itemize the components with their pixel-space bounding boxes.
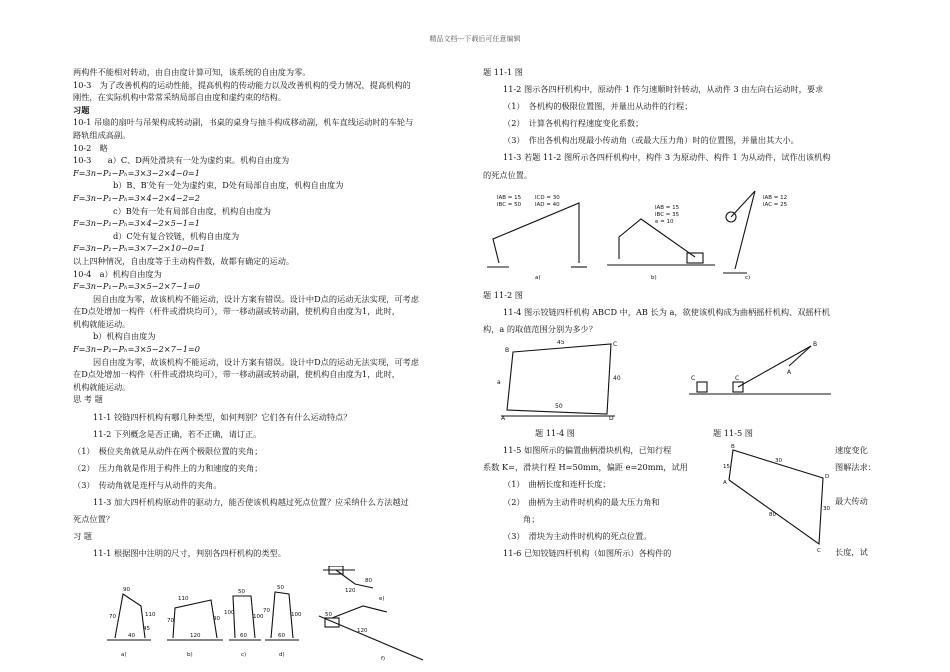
text-line: 机构就能运动。 (73, 318, 131, 329)
text-line: 以上四种情况，自由度等于主动构件数，故都有确定的运动。 (73, 255, 295, 266)
text-line: 机构就能运动。 (73, 381, 131, 392)
question-line: （2） 压力角就是作用于构件上的力和速度的夹角； (73, 462, 263, 473)
text-line: 长度，试 (835, 547, 868, 558)
fig-label: 50 (277, 584, 284, 591)
fig-label: C (817, 548, 821, 555)
fig-caption: c) (241, 651, 247, 658)
fig-label: 50 (555, 402, 563, 410)
text-line: 角； (523, 513, 540, 524)
fig-label: 50 (238, 588, 245, 595)
fig-label: C (613, 340, 618, 348)
text-line: 11-2 图示各四杆机构中，原动件 1 作匀速顺时针转动，从动件 3 由左向右运动时，要求 (503, 84, 824, 95)
text-line: 因自由度为零，故该机构不能运动，设计方案有错误。设计中D点的运动无法实现，可考虑 (93, 293, 419, 304)
fig-label: C (691, 374, 696, 382)
question-line: 11-3 加大四杆机构原动件的驱动力，能否使该机构越过死点位置？应采纳什么方法越过 (93, 497, 409, 507)
fig-label: C (735, 374, 740, 382)
figure-11-2 (483, 185, 873, 281)
text-line: （2） 曲柄为主动件时机构的最大压力角和 (503, 496, 660, 507)
fig-label: 70 (109, 613, 116, 620)
text-line: （2） 计算各机构行程速度变化系数； (503, 118, 644, 129)
fig-label: 60 (240, 632, 247, 639)
fig-label: lAB = 15 (497, 195, 522, 202)
text-line: 10-4 a）机构自由度为 (73, 268, 162, 279)
fig-label: 90 (123, 586, 130, 593)
section-heading: 习题 (73, 104, 90, 115)
text-line: （3） 作出各机构出现最小传动角（或最大压力角）时的位置图，并量出其大小。 (503, 135, 799, 146)
section-heading: 习 题 (73, 531, 92, 542)
text-line: 10-2 略 (73, 142, 108, 153)
figure-caption: 题 11-4 图 (535, 428, 575, 439)
fig-caption: c) (745, 275, 751, 282)
formula: F=3n−P₁−Pₕ=3×7−2×10−0=1 (73, 243, 206, 254)
question-line: 11-1 根据图中注明的尺寸，判别各四杆机构的类型。 (93, 548, 286, 559)
text-line: 构，a 的取值范围分别为多少？ (483, 323, 597, 334)
text-line: （3） 滑块为主动件时机构的死点位置。 (503, 530, 652, 541)
fig-label: lCD = 30 (535, 195, 560, 202)
text-line: 速度变化 (835, 445, 868, 456)
text-line: 路轨组成高副。 (73, 129, 131, 140)
fig-label: B (731, 444, 735, 451)
fig-label: 45 (557, 339, 565, 346)
formula: F=3n−P₁−Pₕ=3×3−2×4−0=1 (73, 167, 201, 178)
figure-caption: 题 11-5 图 (713, 428, 753, 439)
fig-label: 40 (128, 632, 135, 639)
fig-label: 80 (769, 512, 776, 519)
fig-caption: b) (187, 651, 193, 658)
figure-caption: 题 11-2 图 (483, 289, 523, 300)
fig-label: a (497, 378, 501, 386)
text-line: 10-1 吊扇的扇叶与吊架构成转动副，书桌的桌身与抽斗构成移动副，机车直线运动时的车轮与 (73, 117, 414, 128)
text-line: b）机构自由度为 (93, 331, 156, 342)
fig-label: 15 (723, 464, 730, 471)
figure-captions (483, 427, 878, 440)
fig-label: e = 10 (655, 219, 674, 226)
fig-label: 120 (345, 587, 356, 594)
text-line: 最大传动 (835, 496, 868, 507)
question-line: 11-2 下列概念是否正确，若不正确，请订正。 (93, 428, 262, 439)
fig-label: lAB = 12 (763, 195, 788, 202)
right-column (483, 66, 878, 572)
page-header: 精品文档---下载后可任意编辑 (429, 35, 521, 43)
text-line: 系数 K=，滑块行程 H=50mm，偏距 e=20mm，试用 (483, 462, 688, 473)
fig-caption: d) (279, 651, 285, 658)
fig-caption: f) (381, 655, 386, 662)
problem-11-5-block (483, 444, 878, 572)
fig-caption: a) (121, 651, 127, 658)
text-line: 在D点处增加一构件（杆件或滑块均可），带一移动副或转动副，使机构自由度为1，此时， (73, 306, 400, 317)
text-line: 10-3 为了改善机构的运动性能，提高机构的传动能力以及改善机构的受力情况，提高机构的 (73, 79, 411, 90)
left-column (73, 66, 468, 669)
fig-label: 100 (291, 611, 302, 618)
section-heading: 思 考 题 (73, 394, 103, 405)
question-line: （3） 传动角就是连杆与从动件的夹角。 (73, 479, 222, 490)
figure-11-4-and-11-5 (483, 340, 873, 420)
fig-caption: b) (651, 275, 657, 282)
text-line: 的死点位置。 (483, 169, 533, 180)
text-line: （1） 各机构的极限位置图，并量出从动件的行程； (503, 101, 693, 112)
question-line: 死点位置？ (73, 514, 114, 525)
fig-label: 30 (823, 506, 830, 513)
fig-label: lBC = 35 (655, 212, 680, 219)
fig-label: lBC = 50 (497, 202, 522, 209)
fig-label: A (723, 480, 727, 487)
fig-label: 110 (178, 595, 189, 602)
text-line: 11-5 如图所示的偏置曲柄滑块机构，已知行程 (503, 445, 672, 456)
question-line: （1） 极位夹角就是从动件在两个极限位置的夹角； (73, 445, 263, 456)
figure-11-1 (93, 566, 453, 662)
figure-11-6 (719, 444, 831, 554)
fig-label: B (505, 346, 510, 354)
fig-label: A (501, 414, 506, 420)
formula: F=3n−P₁−Pₕ=3×5−2×7−1=0 (73, 344, 201, 355)
fig-label: lAC = 25 (763, 202, 788, 209)
fig-caption: a) (535, 275, 541, 282)
fig-label: 45 (143, 625, 150, 632)
fig-label: 70 (167, 617, 174, 624)
text-line: 在D点处增加一构件（杆件或滑块均可），带一移动副或转动副，使机构自由度为1，此时， (73, 369, 400, 380)
fig-label: 40 (613, 374, 621, 382)
fig-label: 50 (325, 611, 332, 618)
text-line: 因自由度为零，故该机构不能运动，设计方案有错误。设计中D点的运动无法实现，可考虑 (93, 356, 419, 367)
figure-caption: 题 11-1 图 (483, 67, 523, 77)
fig-label: lAB = 15 (655, 205, 680, 212)
fig-caption: e) (379, 595, 385, 602)
text-line: （1） 曲柄长度和连杆长度； (503, 479, 611, 490)
text-line: 11-6 已知铰链四杆机构（如图所示）各构件的 (503, 547, 672, 558)
formula: F=3n−P₁−Pₕ=3×5−2×7−1=0 (73, 281, 201, 292)
fig-label: 100 (224, 609, 235, 616)
text-line: 刚性，在实际机构中常常采纳局部自由度和虚约束的结构。 (73, 92, 286, 103)
formula: F=3n−P₁−Pₕ=3×4−2×4−2=2 (73, 192, 201, 203)
text-line: d）C处有复合铰链，机构自由度为 (113, 230, 240, 241)
fig-label: A (787, 368, 792, 376)
fig-label: 120 (357, 627, 368, 634)
text-line: 10-3 a）C、D两处滑块有一处为虚约束。机构自由度为 (73, 155, 290, 166)
fig-label: D (825, 474, 830, 481)
fig-label: 80 (365, 577, 372, 584)
text-line: 图解法求： (835, 462, 876, 473)
formula: F=3n−P₁−Pₕ=3×4−2×5−1=1 (73, 218, 201, 229)
fig-label: 90 (213, 615, 220, 622)
fig-label: D (609, 414, 614, 420)
fig-label: 100 (253, 613, 264, 620)
text-line: 11-3 若题 11-2 图所示各四杆机构中，构件 3 为原动件、构件 1 为从动件，试作出该机构 (503, 152, 831, 163)
text-line: c）B处有一处有局部自由度，机构自由度为 (113, 205, 271, 216)
fig-label: 110 (145, 611, 156, 618)
text-line: 两构件不能相对转动，由自由度计算可知，该系统的自由度为零。 (73, 67, 311, 77)
question-line: 11-1 铰链四杆机构有哪几种类型，如何判别？它们各有什么运动特点？ (93, 411, 352, 422)
fig-label: lAD = 40 (535, 202, 560, 209)
text-line: 11-4 图示铰链四杆机构 ABCD 中，AB 长为 a，欲使该机构成为曲柄摇杆机构、双摇杆机 (503, 306, 830, 317)
fig-label: 70 (263, 607, 270, 614)
text-line: b）B、B′处有一处为虚约束，D处有局部自由度，机构自由度为 (113, 180, 344, 191)
fig-label: B (813, 340, 818, 348)
fig-label: 120 (190, 632, 201, 639)
fig-label: 60 (278, 632, 285, 639)
fig-label: 30 (775, 458, 782, 465)
